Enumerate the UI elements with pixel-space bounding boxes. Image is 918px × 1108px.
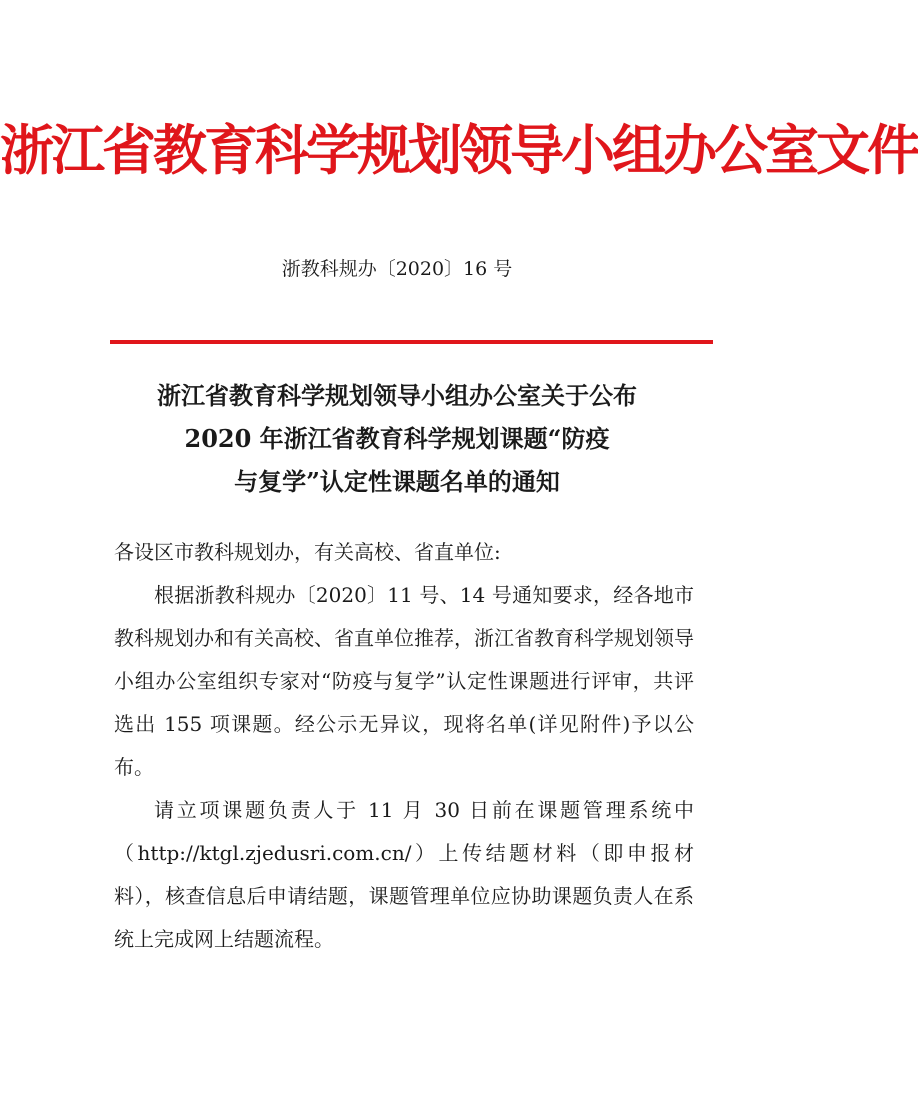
notice-title-line-3: 与复学”认定性课题名单的通知 xyxy=(234,467,560,496)
notice-body xyxy=(114,531,694,961)
notice-title-line-1: 浙江省教育科学规划领导小组办公室关于公布 xyxy=(157,381,637,410)
body-paragraph-1: 根据浙教科规办〔2020〕11 号、14 号通知要求，经各地市教科规划办和有关高校、省直单位推荐，浙江省教育科学规划领导小组办公室组织专家对“防疫与复学”认定性课题进行评审，共评选出 155 项课题。经公示无异议，现将名单(详见附件)予以公布。 xyxy=(114,583,694,779)
document-number: 浙教科规办〔2020〕16 号 xyxy=(281,258,513,280)
header-divider xyxy=(110,340,713,344)
document-header-title: 浙江省教育科学规划领导小组办公室文件 xyxy=(0,118,918,182)
notice-title xyxy=(0,374,794,503)
notice-title-line-2: 2020 年浙江省教育科学规划课题“防疫 xyxy=(184,424,610,453)
salutation: 各设区市教科规划办，有关高校、省直单位: xyxy=(114,540,501,564)
body-paragraph-2: 请立项课题负责人于 11 月 30 日前在课题管理系统中（http://ktgl.zjedusri.com.cn/）上传结题材料（即申报材料），核查信息后申请结题，课题管理单位应协助课题负责人在系统上完成网上结题流程。 xyxy=(114,798,694,951)
